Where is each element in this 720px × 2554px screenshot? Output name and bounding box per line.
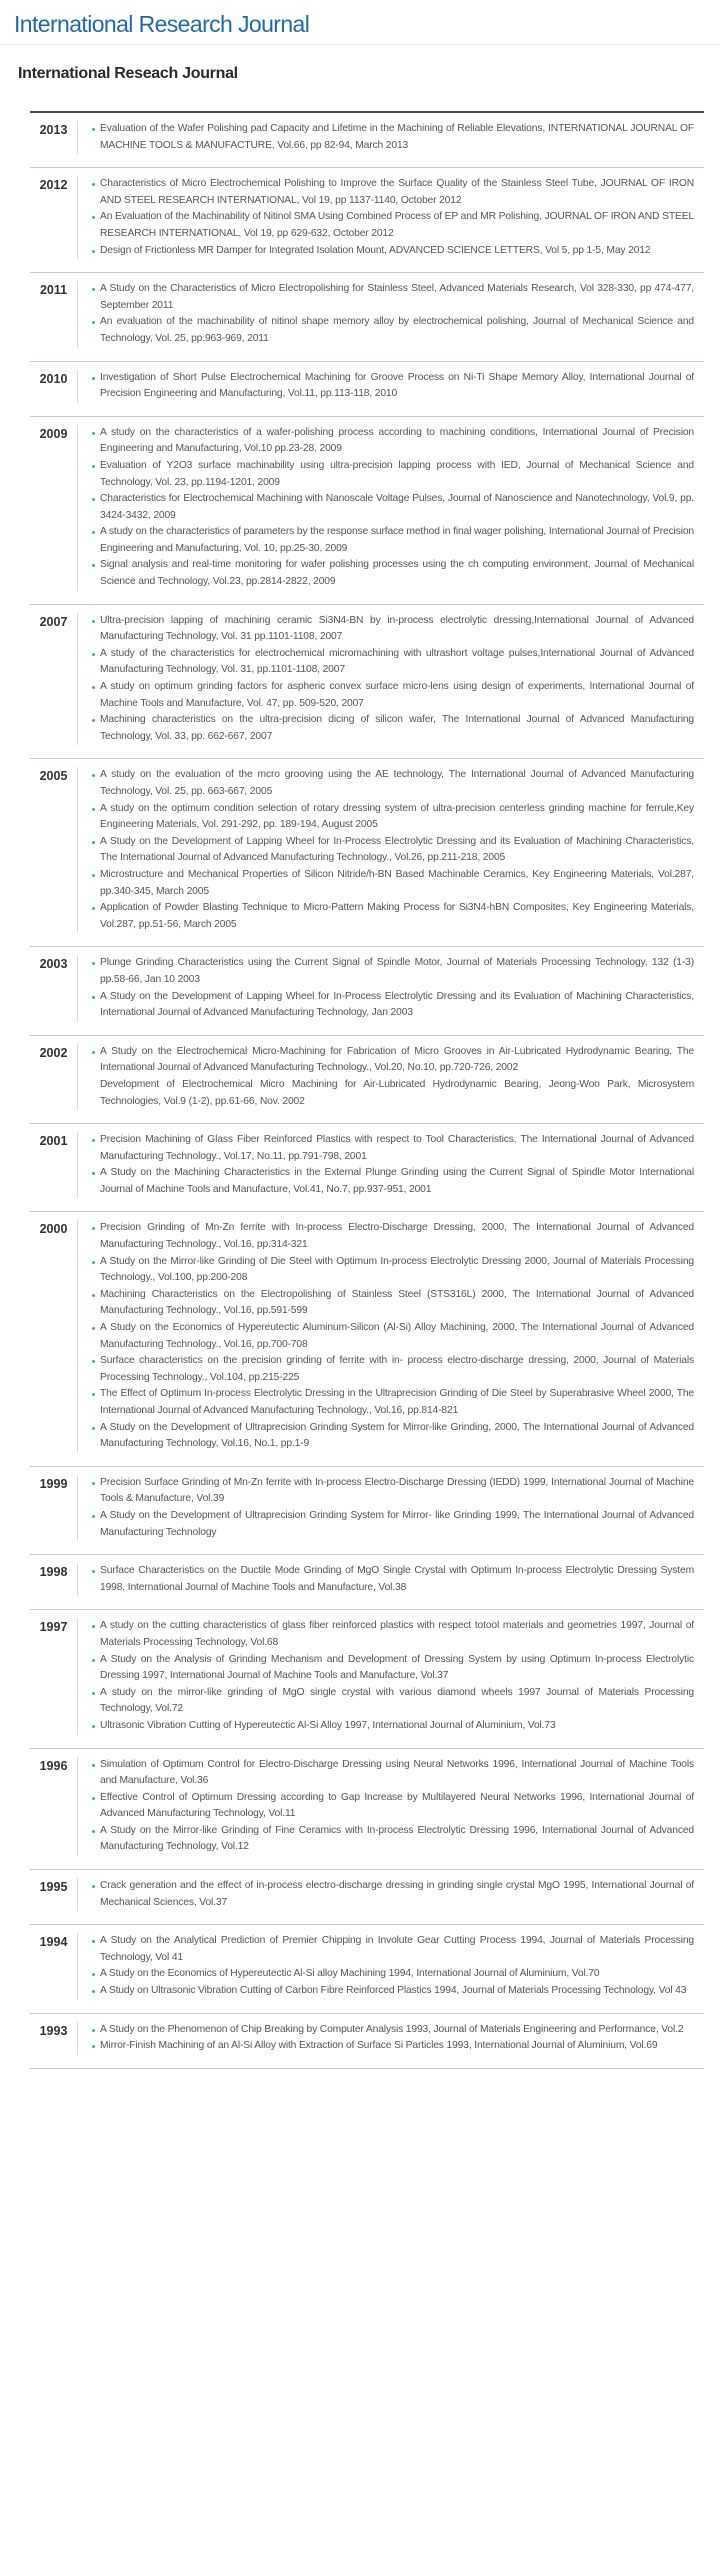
publication-citation: Precision Machining of Glass Fiber Reinforced Plastics with respect to Tool Characteristics, The International Journal of Advanced Manufacturing Technology., Vol.17, No.11, pp.791-798, 2001 [100,1134,694,1162]
publication-entry [92,2022,694,2039]
publication-citation: Surface Characteristics on the Ductile Mode Grinding of MgO Single Crystal with Optimum In-process Electrolytic Dressing System 1998, International Journal of Machine Tools and Manufacture, Vol.38 [100,1565,694,1593]
bullet-icon [92,2029,95,2032]
publication-entry [92,1165,694,1198]
publication-citation: A study on the optimum condition selection of rotary dressing system of ultra-precision centerless grinding machine for ferrule,Key Engineering Materials, Vol. 291-292, pp. 189-194, August 2005 [100,802,694,831]
publication-citation: Simulation of Optimum Control for Electro-Discharge Dressing using Neural Networks 1996, International Journal of Machine Tools and Manufacture, Vol.36 [100,1758,694,1787]
publication-citation: A study on the evaluation of the mcro grooving using the AE technology, The International Journal of Advanced Manufacturing Technology, Vol. 25, pp. 663-667, 2005 [100,769,694,797]
publication-citation: A Study on the Development of Ultraprecision Grinding System for Mirror- like Grinding 1999, The International Journal of Advanced Manufacturing Technology [100,1509,694,1538]
year-label: 1996 [30,1757,78,1857]
bullet-icon [92,1990,95,1993]
publication-citation: A Study on the Mirror-like Grinding of Fine Ceramics with In-process Electrolytic Dressing 1996, International Journal of Advanced Manufacturing Technology, Vol.12 [100,1824,694,1853]
bullet-icon [92,808,95,811]
bullet-icon [92,1625,95,1628]
publication-citation: Ultra-precision lapping of machining ceramic Si3N4-BN by in-process electrolytic dressing,International Journal of Advanced Manufacturing Technology, Vol. 31 pp.1101-1108, 2007 [100,614,694,643]
publication-citation: Mirror-Finish Machining of an Al-Si Alloy with Extraction of Surface Si Particles 1993, International Journal of Aluminium, Vol.69 [100,2040,658,2052]
year-label: 2013 [30,121,78,154]
bullet-icon [92,1515,95,1518]
publication-citation: The Effect of Optimum In-process Electrolytic Dressing in the Ultraprecision Grinding of Die Steel by Superabrasive Wheel 2000, The International Journal of Advanced Manufacturing Technology., Vol.16, pp.814-821 [100,1388,694,1416]
publication-citation: A study on the cutting characteristics of glass fiber reinforced plastics with respect totool materials and geometries 1997, Journal of Materials Processing Technology, Vol.68 [100,1620,694,1648]
bullet-icon [92,1172,95,1175]
bullet-icon [92,250,95,253]
bullet-icon [92,719,95,722]
bullet-icon [92,216,95,219]
bullet-icon [92,288,95,291]
year-label: 1999 [30,1475,78,1541]
publication-list [92,1044,704,1110]
publication-citation: Precision Grinding of Mn-Zn ferrite with In-process Electro-Discharge Dressing, 2000, The International Journal of Advanced Manufacturing Technology., Vol.16, pp.314-321 [100,1222,694,1251]
publication-citation: Ultrasonic Vibration Cutting of Hypereutectic Al-Si Alloy 1997, International Journal of Aluminium, Vol.73 [100,1719,556,1731]
bullet-icon [92,1830,95,1833]
year-label: 2005 [30,767,78,933]
publication-entry [92,176,694,209]
publication-entry [92,801,694,834]
publication-entry [92,1320,694,1353]
publication-citation: Signal analysis and real-time monitoring for wafer polishing processes using the ch computing environment, Journal of Mechanical Science and Technology, Vol.23, pp.2814-2822, 2009 [100,559,694,588]
bullet-icon [92,1692,95,1695]
bullet-icon [92,996,95,999]
publication-entry [92,1254,694,1287]
bullet-icon [92,962,95,965]
year-row [30,168,704,273]
publication-citation: A Study on the Characteristics of Micro Electropolishing for Stainless Steel, Advanced Materials Research, Vol 328-330, pp 474-477, September 2011 [100,283,694,311]
publication-entry [92,834,694,867]
year-label: 1998 [30,1563,78,1596]
bullet-icon [92,377,95,380]
bullet-icon [92,1797,95,1800]
year-row [30,362,704,417]
year-label: 2003 [30,955,78,1021]
publication-list [92,1220,704,1452]
publication-entry [92,370,694,403]
publication-entry [92,524,694,557]
bullet-icon [92,1940,95,1943]
site-title[interactable]: International Research Journal [14,11,310,37]
bullet-icon [92,432,95,435]
publication-entry [92,1508,694,1541]
publication-list [92,1132,704,1198]
publication-entry [92,1983,694,2000]
publication-entry [92,1386,694,1419]
publication-citation: Machining Characteristics on the Electropolishing of Stainless Steel (STS316L) 2000, The International Journal of Advanced Manufacturing Technology., Vol.16, pp.591-599 [100,1288,694,1317]
publication-entry [92,1790,694,1823]
year-label: 2011 [30,281,78,347]
publication-entry [92,767,694,800]
year-row [30,1036,704,1124]
year-row [30,947,704,1035]
publication-citation: A Study on the Mirror-like Grinding of Die Steel with Optimum In-process Electrolytic Dressing 2000, Journal of Materials Processing Technology., Vol.100, pp.200-208 [100,1255,694,1284]
bullet-icon [92,1139,95,1142]
publication-list [92,370,704,403]
publication-entry [92,314,694,347]
publication-entry [92,2038,694,2055]
publication-entry [92,1420,694,1453]
publication-entry [92,425,694,458]
publication-citation: An Evaluation of the Machinability of Nitinol SMA Using Combined Process of EP and MR Polishing, JOURNAL OF IRON AND STEEL RESEARCH INTERNATIONAL, Vol 19, pp 629-632, October 2012 [100,211,694,239]
publication-entry [92,1475,694,1508]
bullet-icon [92,1261,95,1264]
publication-entry [92,209,694,242]
publication-citation: Development of Electrochemical Micro Machining for Air-Lubricated Hydrodynamic Bearing, Jeong-Woo Park, Microsystem Technologies, Vol.9 (1-2), pp.61-66, Nov. 2002 [100,1078,694,1107]
publication-citation: A study on the characteristics of parameters by the response surface method in final wager polishing, International Journal of Precision Engineering and Manufacturing, Vol. 10, pp.25-30, 2009 [100,526,694,554]
publication-citation: An evaluation of the machinability of nitinol shape memory alloy by electrochemical polishing, Journal of Mechanical Science and Technology, Vol. 25, pp.963-969, 2011 [100,316,694,344]
publication-list [92,176,704,259]
publication-list [92,281,704,347]
publication-entry [92,1618,694,1651]
publication-list [92,425,704,591]
publication-citation: Characteristics of Micro Electrochemical Polishing to Improve the Surface Quality of the Stainless Steel Tube, JOURNAL OF IRON AND STEEL RESEARCH INTERNATIONAL, Vol 19, pp 1137-1140, October 2012 [100,178,694,206]
year-row [30,1870,704,1925]
publication-entry [92,458,694,491]
publication-list [92,955,704,1021]
publication-entry [92,989,694,1022]
publication-entry [92,1652,694,1685]
year-row [30,1467,704,1555]
publication-citation: A study on optimum grinding factors for aspheric convex surface micro-lens using design of experiments, International Journal of Machine Tools and Manufacture, Vol. 47, pp. 509-520, 2007 [100,681,694,709]
publication-list [92,1933,704,1999]
bullet-icon [92,1427,95,1430]
publication-citation: Crack generation and the effect of in-process electro-discharge dressing in grinding single crystal MgO 1995, International Journal of Mechanical Sciences, Vol.37 [100,1880,694,1908]
publication-citation: Characteristics for Electrochemical Machining with Nanoscale Voltage Pulses, Journal of Nanoscience and Nanotechnology, Vol.9, pp. 3424-3432, 2009 [100,493,694,521]
publication-table [30,111,704,2069]
bullet-icon [92,465,95,468]
bullet-icon [92,2045,95,2048]
bullet-icon [92,1227,95,1230]
bullet-icon [92,1764,95,1767]
publication-list [92,1563,704,1596]
publication-citation: A Study on the Analysis of Grinding Mechanism and Development of Dressing System by using Optimum In-process Electrolytic Dressing 1997, International Journal of Machine Tools and Manufacture, Vol.37 [100,1653,694,1682]
publication-list [92,121,704,154]
year-row [30,273,704,361]
bullet-icon [92,1360,95,1363]
year-label: 1997 [30,1618,78,1734]
year-row [30,1555,704,1610]
bullet-icon [92,1051,95,1054]
bullet-icon [92,1294,95,1297]
publication-entry [92,1823,694,1856]
publication-citation: A Study on the Economics of Hypereutectic Al-Si alloy Machining 1994, International Journal of Aluminium, Vol.70 [100,1968,600,1980]
publication-citation: Precision Surface Grinding of Mn-Zn ferrite with In-process Electro-Discharge Dressing (IEDD) 1999, International Journal of Machine Tools & Manufacture, Vol.39 [100,1476,694,1505]
year-row [30,417,704,605]
bullet-icon [92,1393,95,1396]
publication-citation: A study on the mirror-like grinding of MgO single crystal with various diamond wheels 1997 Journal of Materials Processing Technology, Vol.72 [100,1686,694,1715]
publication-list [92,1757,704,1857]
publication-citation: Investigation of Short Pulse Electrochemical Machining for Groove Process on Ni-Ti Shape Memory Alloy, International Journal of Precision Engineering and Manufacturing, Vol.11, pp.113-118, 2010 [100,371,694,400]
year-row [30,113,704,168]
publication-entry [92,121,694,154]
year-label: 2001 [30,1132,78,1198]
publication-citation: Design of Frictionless MR Damper for Integrated Isolation Mount, ADVANCED SCIENCE LETTERS, Vol 5, pp 1-5, May 2012 [100,244,651,256]
bullet-icon [92,531,95,534]
publication-citation: A Study on the Machining Characteristics in the External Plunge Grinding using the Current Signal of Spindle Motor International Journal of Machine Tools and Manufacture, Vol.41, No.7, pp.937-951, 2001 [100,1167,694,1195]
publication-citation: Machining characteristics on the ultra-precision dicing of silicon wafer, The International Journal of Advanced Manufacturing Technology, Vol. 33, pp. 662-667, 2007 [100,714,694,742]
bullet-icon [92,1725,95,1728]
publication-entry [92,1933,694,1966]
year-row [30,1749,704,1871]
publication-entry [92,1757,694,1790]
year-label: 2010 [30,370,78,403]
bullet-icon [92,620,95,623]
publication-entry [92,1353,694,1386]
bullet-icon [92,874,95,877]
year-row [30,1212,704,1466]
year-row [30,1925,704,2013]
year-label: 2000 [30,1220,78,1452]
bullet-icon [92,1327,95,1330]
publication-citation: A Study on the Development of Ultraprecision Grinding System for Mirror-like Grinding, 2000, The International Journal of Advanced Manufacturing Technology, Vol.16, No.1, pp.1-9 [100,1421,694,1450]
bullet-icon [92,1570,95,1573]
publication-entry [92,1878,694,1911]
publication-list [92,1475,704,1541]
publication-entry [92,557,694,590]
publication-citation: A Study on the Development of Lapping Wheel for In-Process Electrolytic Dressing and its Evaluation of Machining Characteristics, International Journal of Advanced Manufacturing Technology, Jan 2003 [100,990,694,1019]
bullet-icon [92,841,95,844]
publication-citation: Microstructure and Mechanical Properties of Silicon Nitride/h-BN Based Machinable Ceramics, Key Engineering Materials, Vol.287, pp.340-345, March 2005 [100,868,694,897]
publication-list [92,613,704,746]
publication-list [92,1878,704,1911]
year-label: 2009 [30,425,78,591]
bullet-icon [92,498,95,501]
top-bar [0,0,720,45]
publication-entry [92,613,694,646]
year-label: 2002 [30,1044,78,1110]
publication-citation: A Study on the Development of Lapping Wheel for In-Process Electrolytic Dressing and its Evaluation of Machining Characteristics, The International Journal of Advanced Manufacturing Technology., Vol.26, pp.211-218, 2005 [100,835,694,864]
year-row [30,759,704,947]
year-row [30,2014,704,2068]
publication-entry [92,1287,694,1320]
publication-citation: Effective Control of Optimum Dressing according to Gap Increase by Multilayered Neural Networks 1996, International Journal of Advanced Manufacturing Technology, Vol.11 [100,1791,694,1820]
publication-citation: Evaluation of the Wafer Polishing pad Capacity and Lifetime in the Machining of Reliable Elevations, INTERNATIONAL JOURNAL OF MACHINE TOOLS & MANUFACTURE, Vol.66, pp 82-94, March 2013 [100,123,694,151]
publication-citation: Evaluation of Y2O3 surface machinability using ultra-precision lapping process with IED, Journal of Mechanical Science and Technology, Vol. 23, pp.1194-1201, 2009 [100,459,694,488]
page-heading: International Reseach Journal [18,65,238,82]
publication-entry [92,1044,694,1077]
bullet-icon [92,1885,95,1888]
year-row [30,1610,704,1748]
publication-entry [92,867,694,900]
bullet-icon [92,907,95,910]
year-label: 1995 [30,1878,78,1911]
publication-list [92,2022,704,2055]
bullet-icon [92,774,95,777]
publication-entry [92,679,694,712]
bullet-icon [92,686,95,689]
publication-citation: A Study on the Electrochemical Micro-Machining for Fabrication of Micro Grooves in Air-Lubricated Hydrodynamic Bearing, The International Journal of Advanced Manufacturing Technology., Vol.20, No.10, pp.720-726, 2002 [100,1045,694,1074]
year-label: 2012 [30,176,78,259]
year-label: 1994 [30,1933,78,1999]
publication-entry [92,1718,694,1735]
publication-citation: A Study on the Phenomenon of Chip Breaking by Computer Analysis 1993, Journal of Materials Engineering and Performance, Vol.2 [100,2023,684,2035]
publication-citation: Surface characteristics on the precision grinding of ferrite with in- process electro-discharge dressing, 2000, Journal of Materials Processing Technology., Vol.104, pp.215-225 [100,1355,694,1383]
publication-entry [92,900,694,933]
publication-entry [92,955,694,988]
bullet-icon [92,1659,95,1662]
publication-entry [92,1077,694,1110]
year-label: 1993 [30,2022,78,2055]
bullet-icon [92,653,95,656]
publication-citation: A Study on Ultrasonic Vibration Cutting of Carbon Fibre Reinforced Plastics 1994, Journal of Materials Processing Technology, Vol 43 [100,1985,687,1997]
publication-entry [92,1132,694,1165]
publication-entry [92,281,694,314]
publication-citation: Plunge Grinding Characteristics using the Current Signal of Spindle Motor, Journal of Materials Processing Technology, 132 (1-3) pp.58-66, Jan 10 2003 [100,957,694,985]
bullet-icon [92,1973,95,1976]
year-row [30,605,704,760]
publication-entry [92,1685,694,1718]
year-label: 2007 [30,613,78,746]
publication-entry [92,1966,694,1983]
publication-entry [92,243,694,260]
publication-citation: Application of Powder Blasting Technique to Micro-Pattern Making Process for Si3N4-hBN Composites, Key Engineering Materials, Vol.287, pp.51-56, March 2005 [100,902,694,930]
publication-citation: A study of the characteristics for electrochemical micromachining with ultrashort voltage pulses,International Journal of Advanced Manufacturing Technology, Vol. 31, pp.1101-1108, 2007 [100,647,694,676]
publication-citation: A study on the characteristics of a wafer-polishing process according to machining conditions, International Journal of Precision Engineering and Manufacturing, Vol.10 pp.23-28, 2009 [100,426,694,455]
publication-entry [92,1220,694,1253]
bullet-icon [92,183,95,186]
publication-entry [92,646,694,679]
publication-citation: A Study on the Economics of Hypereutectic Aluminum-Silicon (Al-Si) Alloy Machining, 2000, The International Journal of Advanced Manufacturing Technology., Vol.16, pp.700-708 [100,1322,694,1350]
bullet-icon [92,321,95,324]
publication-entry [92,1563,694,1596]
publication-entry [92,712,694,745]
publication-list [92,767,704,933]
bullet-icon [92,128,95,131]
publication-entry [92,491,694,524]
publication-citation: A Study on the Analytical Prediction of Premier Chipping in Involute Gear Cutting Process 1994, Journal of Materials Processing Technology, Vol 41 [100,1935,694,1963]
year-row [30,1124,704,1212]
bullet-icon [92,1482,95,1485]
bullet-icon [92,564,95,567]
publication-list [92,1618,704,1734]
